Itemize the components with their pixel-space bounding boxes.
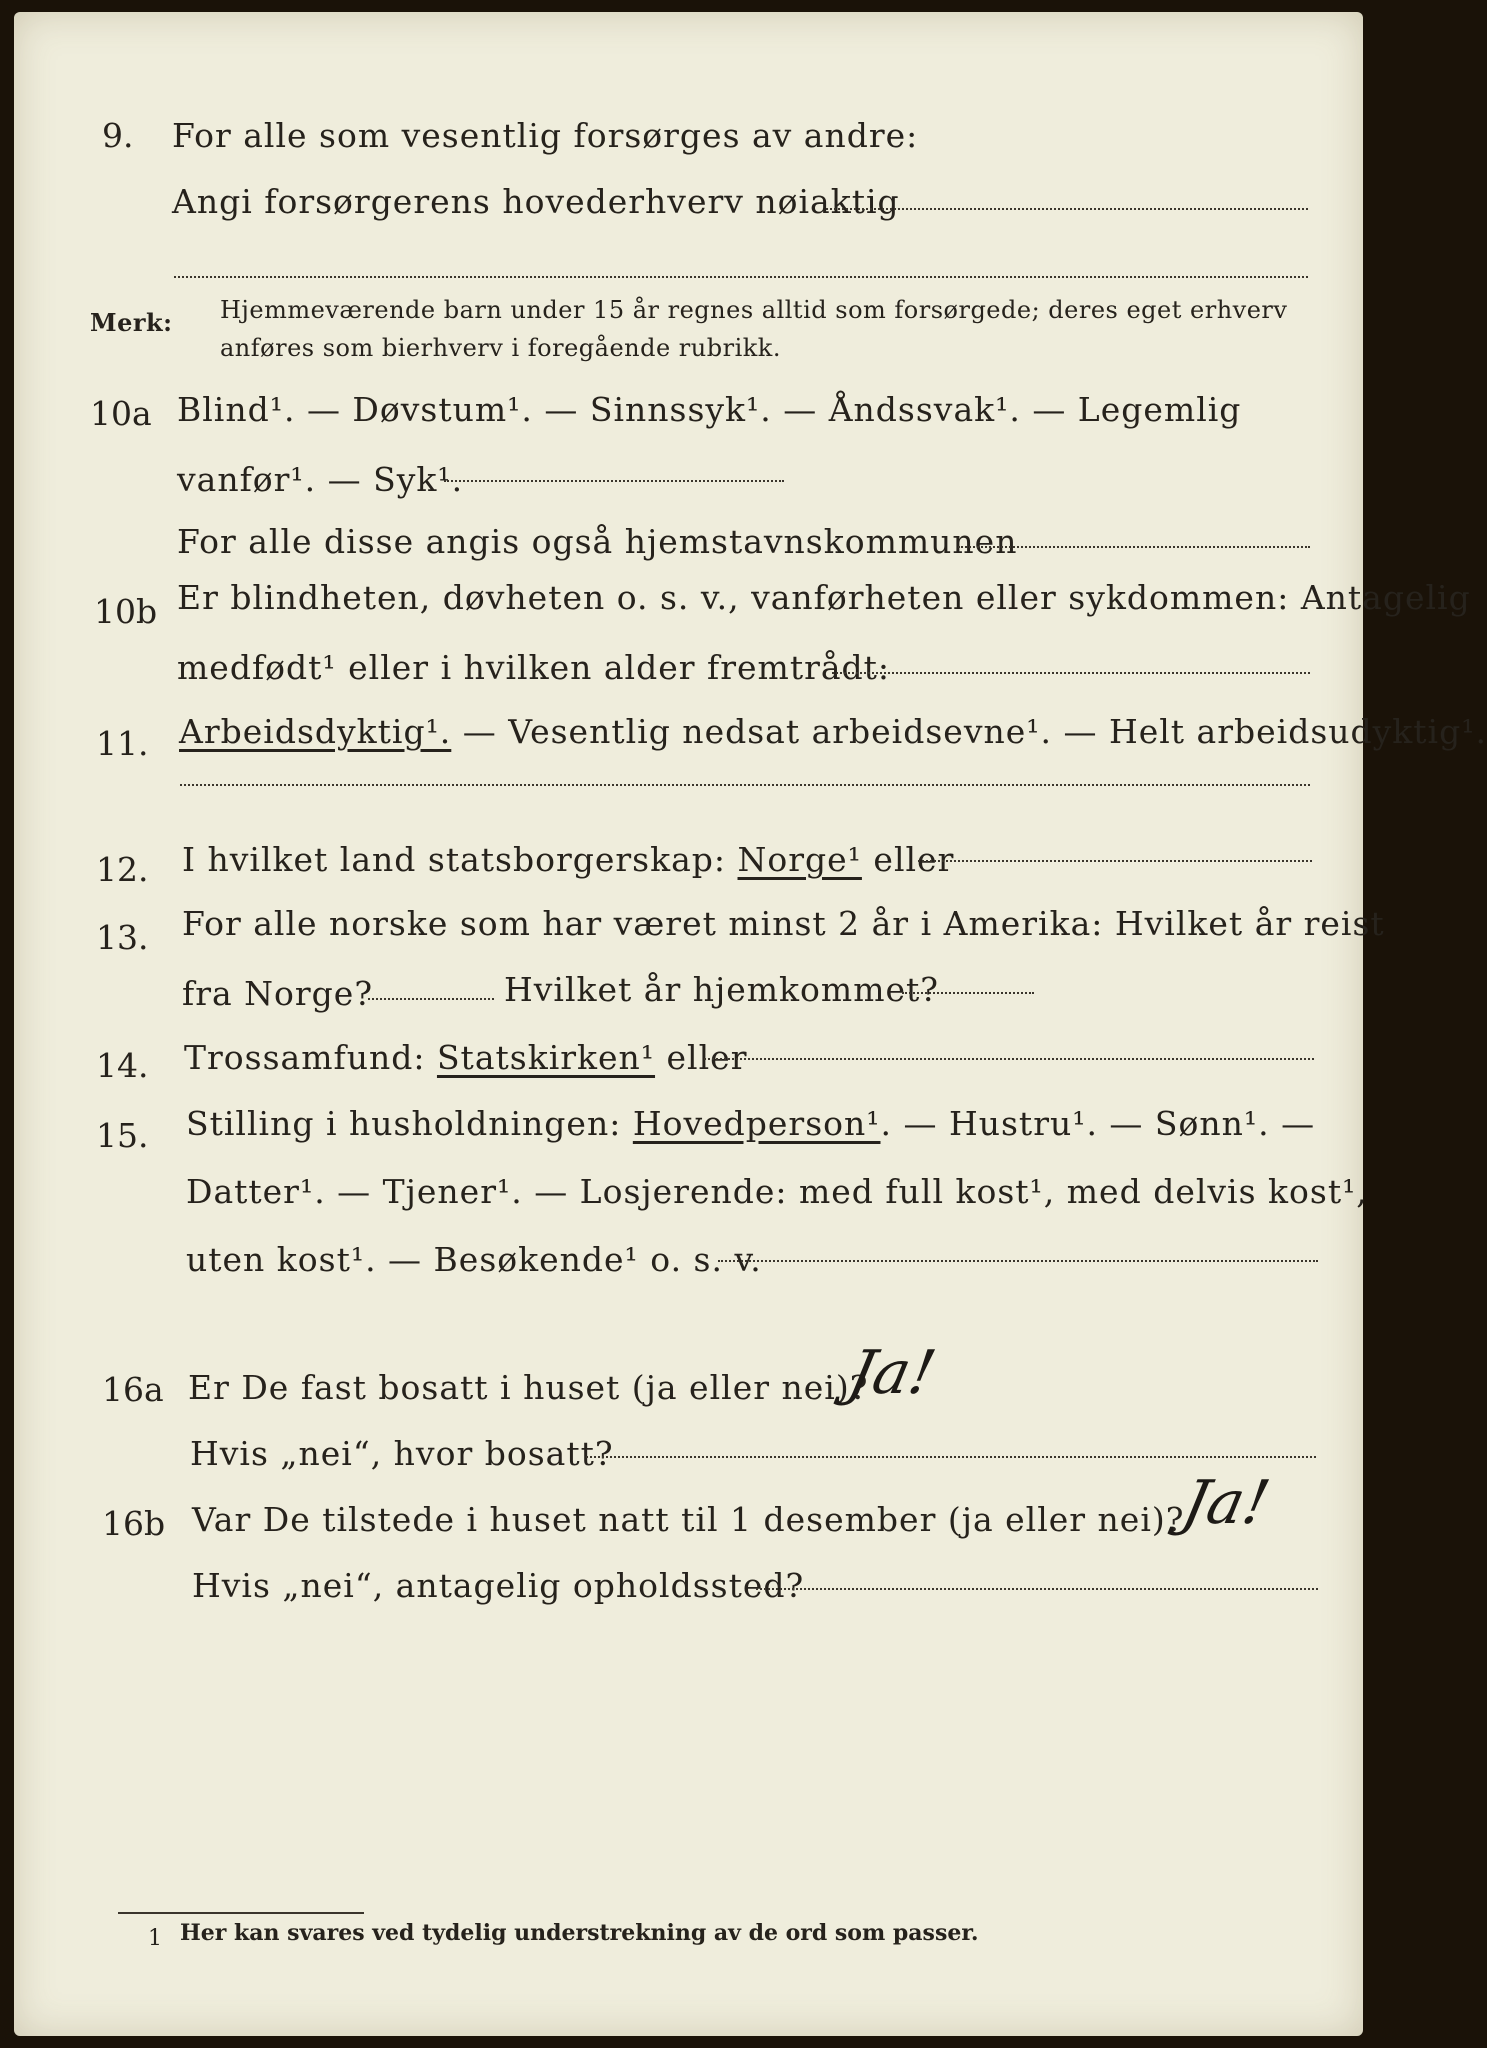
q13-hjemkommet-line[interactable] (902, 992, 1034, 994)
q16b-answer-line[interactable] (756, 1588, 1318, 1590)
q15-answer-line[interactable] (718, 1260, 1318, 1262)
q15-line1 (186, 1104, 1315, 1143)
q9-line1: For alle som vesentlig forsørges av andre: (172, 116, 919, 155)
q11-answer-line[interactable] (180, 784, 1310, 786)
q16a-number: 16a (102, 1370, 164, 1409)
q10a-answer-line[interactable] (444, 480, 784, 482)
q11-rest: — Vesentlig nedsat arbeidsevne¹. — Helt arbeidsudyktig¹. (451, 712, 1487, 751)
q16b-line2: Hvis „nei“, antagelig opholdssted? (192, 1566, 805, 1605)
q14-answer-statskirken[interactable]: Statskirken¹ (436, 1038, 656, 1077)
q12-question: I hvilket land statsborgerskap: (182, 840, 738, 879)
q16a-line1: Er De fast bosatt i huset (ja eller nei)? (188, 1368, 869, 1407)
q9-answer-line2[interactable] (174, 276, 1308, 278)
q10a-kommune-line[interactable] (958, 546, 1310, 548)
q10b-number: 10b (94, 592, 158, 631)
q13-reist-line[interactable] (368, 998, 494, 1000)
q13-line2a: fra Norge? (182, 974, 374, 1013)
footnote-rule (118, 1912, 364, 1914)
q10b-line2: medfødt¹ eller i hvilken alder fremtrådt: (177, 648, 891, 687)
q15-number: 15. (96, 1116, 149, 1155)
q13-line1: For alle norske som har været minst 2 år i Amerika: Hvilket år reist (182, 904, 1385, 943)
q12-post: eller (861, 840, 955, 879)
q11-line (179, 712, 1487, 751)
q14-number: 14. (96, 1046, 149, 1085)
q9-number: 9. (102, 116, 134, 155)
q16b-number: 16b (102, 1504, 166, 1543)
q10b-answer-line[interactable] (832, 672, 1310, 674)
q11-number: 11. (96, 724, 149, 763)
q10a-line1: Blind¹. — Døvstum¹. — Sinnssyk¹. — Åndssvak¹. — Legemlig (177, 390, 1242, 429)
q16b-line1: Var De tilstede i huset natt til 1 desember (ja eller nei)? (192, 1500, 1185, 1539)
merk-label: Merk: (90, 308, 173, 337)
q12-answer-line[interactable] (918, 860, 1312, 862)
q15-question: Stilling i husholdningen: (186, 1104, 633, 1143)
footnote-number: 1 (148, 1926, 162, 1951)
q10a-number: 10a (90, 394, 152, 433)
q16a-handwritten-answer: Ja! (842, 1338, 942, 1408)
q14-answer-line[interactable] (704, 1058, 1314, 1060)
q15-post: . — Hustru¹. — Sønn¹. — (880, 1104, 1316, 1143)
q10a-line3: For alle disse angis også hjemstavnskommunen (177, 522, 1018, 561)
census-form-page (14, 12, 1487, 2036)
merk-line1: Hjemmeværende barn under 15 år regnes alltid som forsørgede; deres eget erhverv (220, 296, 1288, 324)
q12-number: 12. (96, 850, 149, 889)
q15-answer-hovedperson[interactable]: Hovedperson¹ (632, 1104, 881, 1143)
q14-post: eller (655, 1038, 748, 1077)
q13-line2b: Hvilket år hjemkommet? (504, 970, 939, 1009)
merk-line2: anføres som bierhverv i foregående rubrikk. (220, 334, 781, 362)
q12-answer-norge[interactable]: Norge¹ (737, 840, 862, 879)
q10b-line1: Er blindheten, døvheten o. s. v., vanførheten eller sykdommen: Antagelig (177, 578, 1471, 617)
q10a-line2: vanfør¹. — Syk¹. (177, 460, 464, 499)
q9-line2: Angi forsørgerens hovederhverv nøiaktig (172, 182, 900, 221)
footnote-text: Her kan svares ved tydelig understrekning av de ord som passer. (180, 1920, 979, 1946)
q13-number: 13. (96, 918, 149, 957)
q14-question: Trossamfund: (184, 1038, 437, 1077)
q9-answer-line[interactable] (826, 208, 1308, 210)
q16a-answer-line[interactable] (586, 1456, 1316, 1458)
q11-option-arbeidsdyktig[interactable]: Arbeidsdyktig¹. (179, 712, 452, 751)
q16b-handwritten-answer: Ja! (1176, 1468, 1276, 1538)
q15-line3: uten kost¹. — Besøkende¹ o. s. v. (186, 1240, 762, 1279)
q16a-line2: Hvis „nei“, hvor bosatt? (190, 1434, 614, 1473)
q15-line2: Datter¹. — Tjener¹. — Losjerende: med full kost¹, med delvis kost¹, (186, 1172, 1368, 1211)
q14-line (184, 1038, 747, 1077)
q12-line (182, 840, 954, 879)
